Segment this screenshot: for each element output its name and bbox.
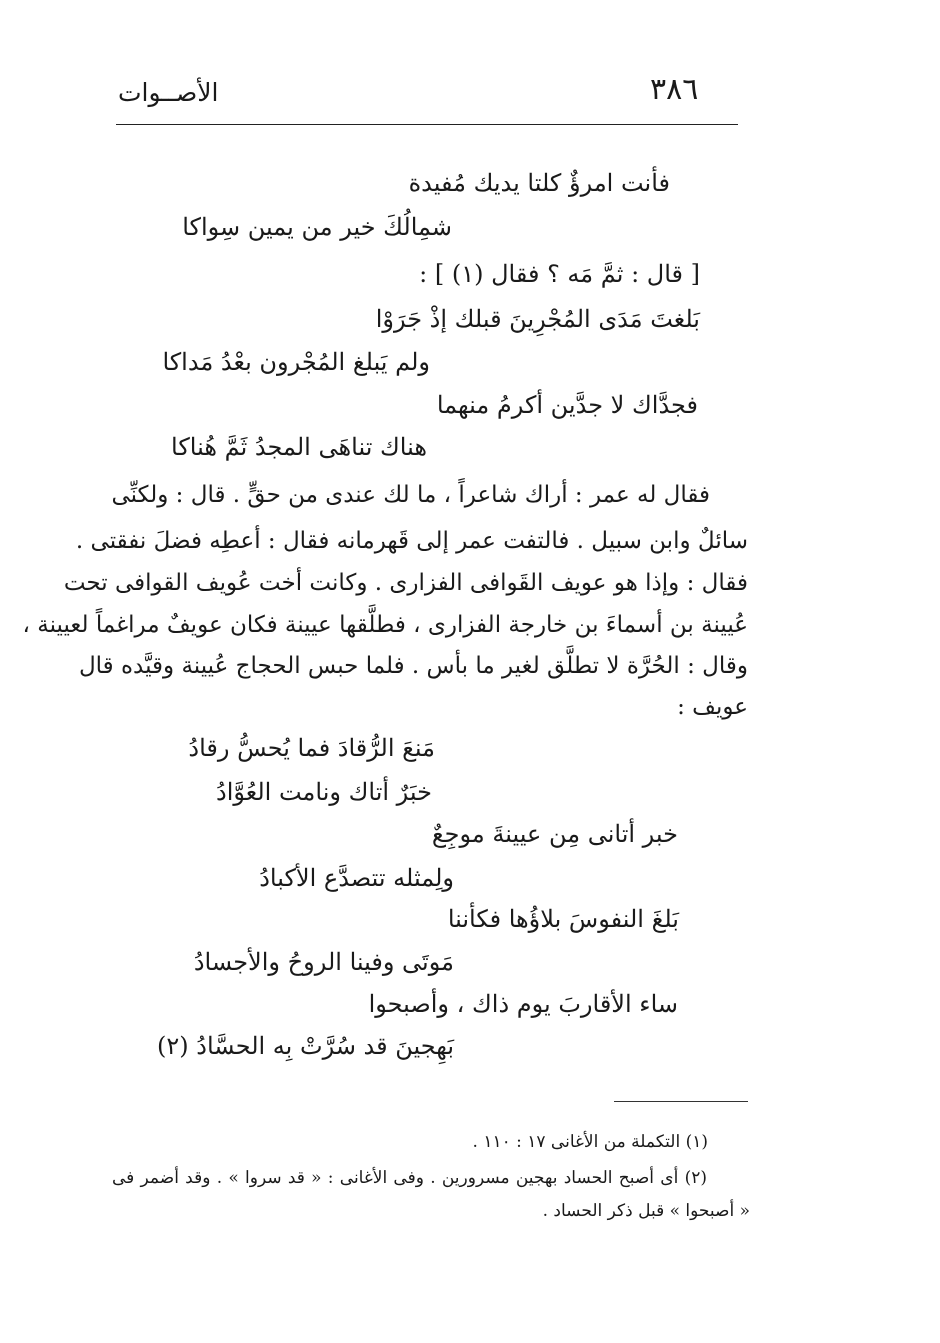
verse-line: هناك تناهَى المجدُ ثَمَّ هُناكا (171, 433, 427, 461)
running-title: الأصــوات (118, 78, 219, 107)
verse-line: مَنعَ الرُّقادَ فما يُحسُّ رقادُ (188, 734, 435, 762)
prose-line: سائلٌ وابن سبيل . فالتفت عمر إلى قَهرمانه فقال : أعطِه فضلَ نفقتى . (75, 528, 748, 554)
page-number: ٣٨٦ (650, 72, 699, 107)
header-rule (116, 124, 738, 125)
footnote: « أصبحوا » قبل ذكر الحساد . (542, 1201, 750, 1221)
footnote: (٢) أى أصبح الحساد بهجين مسرورين . وفى الأغانى : « قد سروا » . وقد أضمر فى (112, 1168, 707, 1188)
verse-line: مَوتَى وفينا الروحُ والأجسادُ (193, 948, 454, 976)
verse-line: خبَرٌ أتاك ونامت العُوَّادُ (216, 778, 432, 806)
verse-line: بَلغتَ مَدَى المُجْرِينَ قبلك إذْ جَرَوْا (375, 305, 700, 333)
verse-line: شمِالُكَ خير من يمين سِواكا (182, 213, 452, 241)
prose-line: عويف : (677, 694, 748, 720)
verse-line: ولِمثله تتصدَّع الأكبادُ (259, 864, 454, 892)
prose-line: فقال : وإذا هو عويف القَوافى الفزارى . وكانت أخت عُويف القوافى تحت (63, 570, 748, 596)
verse-line: بَلغَ النفوسَ بلاؤُها فكأننا (447, 905, 679, 933)
verse-line: فأنت امرؤٌ كلتا يديك مُفيدة (408, 169, 670, 197)
prose-line: عُيينة بن أسماءَ بن خارجة الفزارى ، فطلَّقها عيينة فكان عويفٌ مراغماً لعيينة ، (22, 612, 748, 638)
prose-line: وقال : الحُرَّة لا تطلَّق لغير ما بأس . فلما حبس الحجاج عُيينة وقيَّده قال (78, 653, 748, 679)
footnote: (١) التكملة من الأغانى ١٧ : ١١٠ . (472, 1132, 708, 1152)
verse-line: فجدَّاك لا جدَّين أكرمُ منهما (436, 391, 698, 419)
prose-line: فقال له عمر : أراك شاعراً ، ما لك عندى من حقٍّ . قال : ولكنِّى (111, 482, 710, 508)
verse-line: خبر أتانى مِن عيينةَ موجِعٌ (431, 820, 678, 848)
footnote-rule (614, 1101, 748, 1102)
verse-line: ساء الأقاربَ يوم ذاك ، وأصبحوا (368, 990, 678, 1018)
verse-line: ولم يَبلغ المُجْرون بعْدُ مَداكا (162, 348, 430, 376)
verse-line: [ قال : ثمَّ مَه ؟ فقال (١) ] : (419, 260, 700, 288)
verse-line: بَهِجينَ قد سُرَّتْ بِه الحسَّادُ (٢) (157, 1032, 454, 1060)
